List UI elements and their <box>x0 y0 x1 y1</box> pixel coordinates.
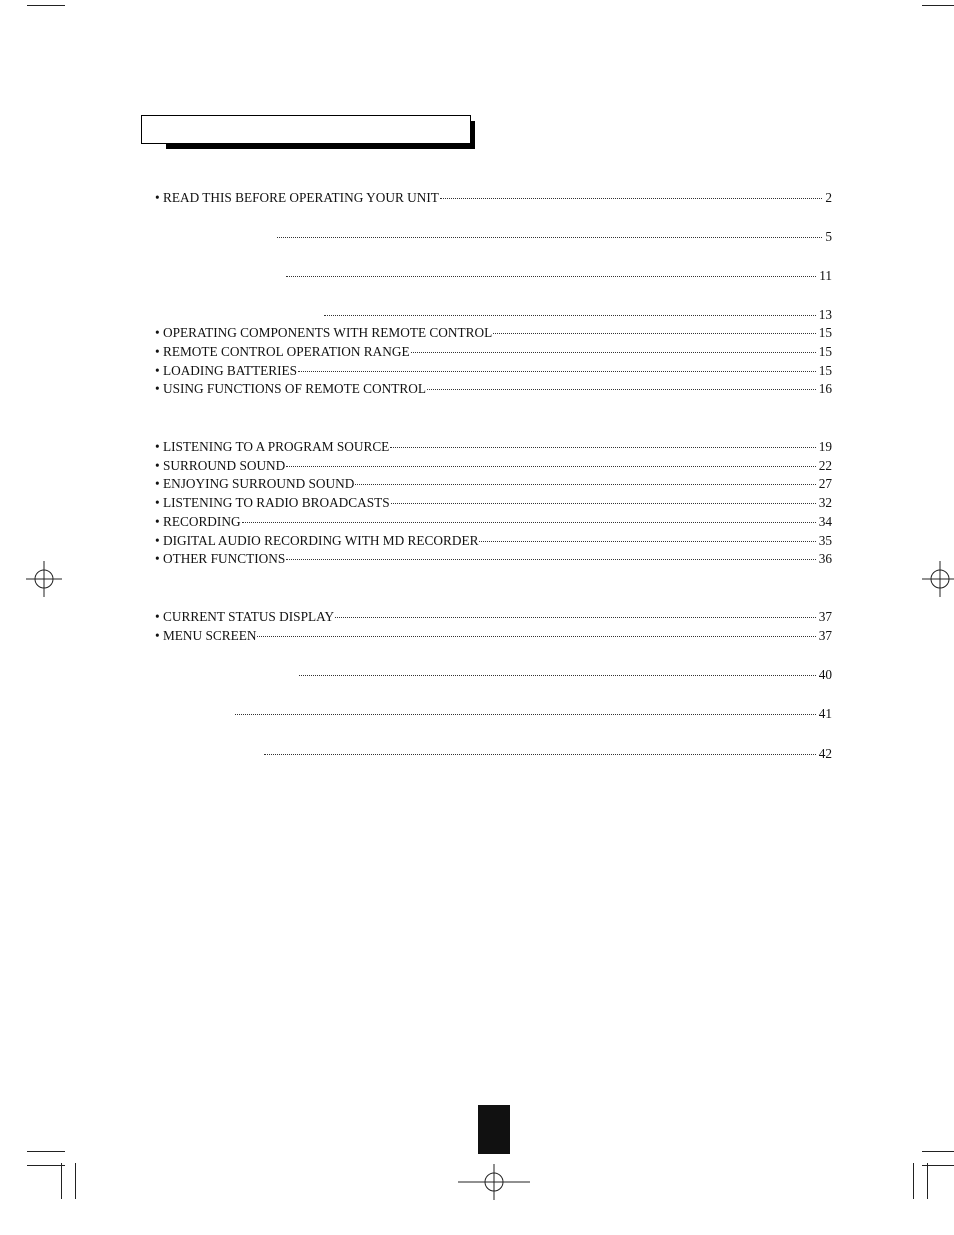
toc-label: • CURRENT STATUS DISPLAY <box>155 609 335 624</box>
registration-mark-bottom <box>458 1164 530 1200</box>
toc-entry-section-2 <box>276 225 832 244</box>
toc-entry-section-40 <box>298 663 832 682</box>
toc-leader <box>286 547 815 563</box>
toc-page: 15 <box>818 363 832 378</box>
toc-entry-radio-broadcasts <box>155 491 832 510</box>
toc-leader <box>257 624 815 640</box>
toc-page: 22 <box>818 458 832 473</box>
toc-leader <box>479 529 815 545</box>
toc-leader <box>298 359 816 375</box>
toc-entry-menu-screen <box>155 624 832 643</box>
crop-mark-bottom-left-h2 <box>27 1165 65 1166</box>
crop-mark-bottom-left-h <box>27 1151 65 1152</box>
toc-label: • OPERATING COMPONENTS WITH REMOTE CONTROL <box>155 325 493 340</box>
toc-entry-recording <box>155 510 832 529</box>
registration-mark-left <box>26 561 62 597</box>
toc-leader <box>355 472 815 488</box>
toc-page: 11 <box>819 268 832 283</box>
toc-entry-using-functions <box>155 377 832 396</box>
toc-page: 15 <box>818 325 832 340</box>
toc-leader <box>391 491 816 507</box>
toc-entry-enjoying-surround <box>155 472 832 491</box>
toc-label: • READ THIS BEFORE OPERATING YOUR UNIT <box>155 190 439 205</box>
toc-label: • OTHER FUNCTIONS <box>155 551 286 566</box>
toc-entry-current-status <box>155 605 832 624</box>
toc-leader <box>324 303 816 319</box>
toc-page: 41 <box>818 706 832 721</box>
toc-label: • LISTENING TO A PROGRAM SOURCE <box>155 439 390 454</box>
toc-page: 37 <box>818 628 832 643</box>
toc-entry-section-41 <box>234 702 832 721</box>
toc-leader <box>286 264 816 280</box>
toc-page: 27 <box>818 476 832 491</box>
toc-label: • LISTENING TO RADIO BROADCASTS <box>155 495 390 510</box>
toc-page: 34 <box>818 514 832 529</box>
toc-leader <box>235 702 816 718</box>
crop-mark-bottom-left-v <box>61 1163 62 1199</box>
toc-page: 42 <box>818 746 832 761</box>
toc-label: • MENU SCREEN <box>155 628 257 643</box>
toc-page: 2 <box>825 190 832 205</box>
crop-mark-bottom-right-v2 <box>927 1163 928 1199</box>
page-number-tab <box>478 1105 510 1154</box>
toc-entry-remote-range <box>155 340 832 359</box>
crop-mark-bottom-right-h <box>922 1151 954 1152</box>
toc-page: 40 <box>818 667 832 682</box>
toc-leader <box>390 435 815 451</box>
toc-page: 13 <box>818 307 832 322</box>
toc-entry-operating-components <box>155 321 832 340</box>
toc-label: • LOADING BATTERIES <box>155 363 298 378</box>
toc-page: 36 <box>818 551 832 566</box>
toc-leader <box>299 663 816 679</box>
toc-page: 15 <box>818 344 832 359</box>
toc-leader <box>335 605 816 621</box>
toc-page: 35 <box>818 533 832 548</box>
toc-label: • USING FUNCTIONS OF REMOTE CONTROL <box>155 381 426 396</box>
toc-label: • DIGITAL AUDIO RECORDING WITH MD RECORDER <box>155 533 479 548</box>
toc-entry-read-this <box>155 186 832 205</box>
crop-mark-top-left <box>27 5 65 6</box>
toc-entry-section-3 <box>285 264 832 283</box>
toc-page: 16 <box>818 381 832 396</box>
toc-page: 5 <box>825 229 832 244</box>
toc-leader <box>286 454 815 470</box>
toc-leader <box>427 377 816 393</box>
toc-page: 37 <box>818 609 832 624</box>
toc-label: • ENJOYING SURROUND SOUND <box>155 476 355 491</box>
crop-mark-bottom-right-v <box>913 1163 914 1199</box>
toc-entry-section-4 <box>323 303 832 322</box>
toc-entry-other-functions <box>155 547 832 566</box>
toc-leader <box>411 340 816 356</box>
toc-entry-section-42 <box>263 742 832 761</box>
toc-entry-digital-audio <box>155 529 832 548</box>
toc-label: • SURROUND SOUND <box>155 458 286 473</box>
crop-mark-bottom-left-v2 <box>75 1163 76 1199</box>
toc-page: 32 <box>818 495 832 510</box>
toc-leader <box>277 225 822 241</box>
toc-entry-loading-batteries <box>155 359 832 378</box>
toc-leader <box>264 742 816 758</box>
toc-entry-surround-sound <box>155 454 832 473</box>
crop-mark-top-right <box>922 5 954 6</box>
registration-mark-right <box>922 561 954 597</box>
toc-label: • RECORDING <box>155 514 241 529</box>
title-box <box>141 115 471 144</box>
toc-entry-listening-program <box>155 435 832 454</box>
toc-leader <box>493 321 816 337</box>
toc-label: • REMOTE CONTROL OPERATION RANGE <box>155 344 410 359</box>
toc-leader <box>242 510 816 526</box>
toc-page: 19 <box>818 439 832 454</box>
toc-leader <box>440 186 822 202</box>
